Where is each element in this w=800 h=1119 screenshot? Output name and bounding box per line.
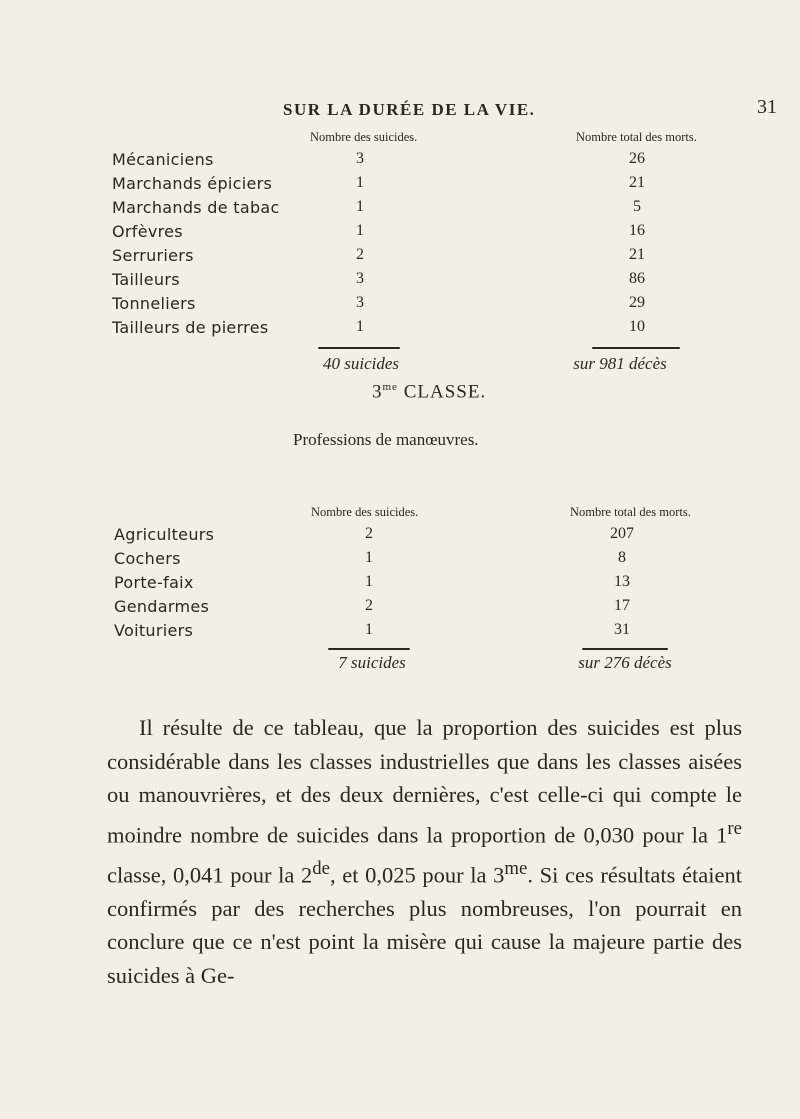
total-suicides: 40 suicides	[322, 354, 400, 373]
table-cell-suicides: 3	[356, 270, 364, 287]
table-cell-deaths: 21	[629, 246, 645, 263]
table-cell-suicides: 2	[356, 246, 364, 263]
page-number: 31	[757, 96, 777, 118]
table-cell-suicides: 1	[365, 549, 373, 566]
table-row-label: Agriculteurs	[114, 525, 215, 544]
table-row-label: Cochers	[114, 549, 181, 568]
table-row-label: Gendarmes	[114, 597, 210, 616]
table-cell-deaths: 5	[633, 198, 641, 215]
column-header-suicides: Nombre des suicides.	[310, 130, 418, 144]
column-header-deaths: Nombre total des morts.	[576, 130, 697, 144]
table-cell-deaths: 16	[629, 222, 645, 239]
table-row-label: Orfèvres	[112, 222, 183, 241]
table-row-label: Marchands épiciers	[112, 174, 273, 193]
table-cell-suicides: 2	[365, 525, 373, 542]
table-cell-suicides: 3	[356, 150, 364, 167]
section-subtitle: Professions de manœuvres.	[293, 430, 479, 449]
table-cell-suicides: 2	[365, 597, 373, 614]
table-row-label: Voituriers	[114, 621, 194, 640]
table-cell-deaths: 17	[614, 597, 630, 614]
total-deaths: sur 981 décès	[573, 354, 667, 373]
table-cell-suicides: 1	[356, 318, 364, 335]
table-row-label: Tailleurs	[112, 270, 180, 289]
table-cell-deaths: 86	[629, 270, 645, 287]
total-rule-suicides	[318, 347, 400, 349]
total-rule-deaths	[582, 648, 668, 650]
running-header: SUR LA DURÉE DE LA VIE.	[283, 100, 536, 119]
table-cell-deaths: 21	[629, 174, 645, 191]
table-cell-suicides: 1	[356, 222, 364, 239]
table-cell-deaths: 13	[614, 573, 630, 590]
column-header-deaths: Nombre total des morts.	[570, 505, 691, 519]
table-row-label: Porte-faix	[114, 573, 194, 592]
table-row-label: Mécaniciens	[112, 150, 214, 169]
table-cell-deaths: 31	[614, 621, 630, 638]
table-cell-deaths: 29	[629, 294, 645, 311]
table-cell-suicides: 1	[356, 174, 364, 191]
table-row-label: Tonneliers	[112, 294, 196, 313]
table-cell-deaths: 26	[629, 150, 645, 167]
total-rule-suicides	[328, 648, 410, 650]
table-row-label: Tailleurs de pierres	[112, 318, 269, 337]
table-cell-deaths: 10	[629, 318, 645, 335]
table-row-label: Serruriers	[112, 246, 194, 265]
table-cell-deaths: 207	[610, 525, 634, 542]
total-suicides: 7 suicides	[338, 653, 406, 672]
section-title: $3^{me}$ CLASSE.	[372, 381, 487, 403]
table-cell-suicides: 1	[356, 198, 364, 215]
total-deaths: sur 276 décès	[578, 653, 672, 672]
table-cell-deaths: 8	[618, 549, 626, 566]
table-cell-suicides: 3	[356, 294, 364, 311]
total-rule-deaths	[592, 347, 680, 349]
table-cell-suicides: 1	[365, 573, 373, 590]
column-header-suicides: Nombre des suicides.	[311, 505, 419, 519]
body-paragraph: Il résulte de ce tableau, que la proportion des suicides est plus considérable dans les classes industrielles que dans les classes aisées ou manouvrières, et des deux dernières, c'est celle-ci qui compte le moindre nombre de suicides dans la proportion de 0,030 pour la 1re classe, 0,041 pour la 2de, et 0,025 pour la $3^{me}$. Si ces résultats étaient confirmés par des recherches plus nombreuses, l'on pourrait en conclure que ce n'est point la misère qui cause la majeure partie des suicides à Ge-	[107, 715, 742, 988]
table-cell-suicides: 1	[365, 621, 373, 638]
table-row-label: Marchands de tabac	[112, 198, 280, 217]
